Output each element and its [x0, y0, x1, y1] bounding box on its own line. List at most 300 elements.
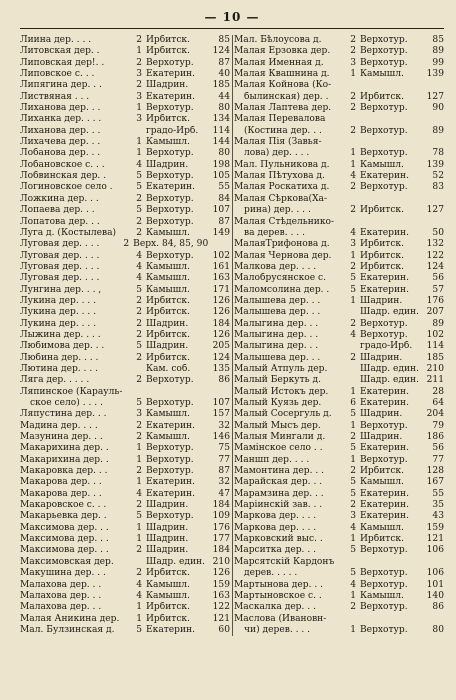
entry-page: 132	[426, 239, 444, 250]
entry-district: Верхотур.	[360, 103, 408, 114]
entry-count: 1	[136, 454, 142, 465]
index-entry	[20, 330, 230, 341]
entry-page: 83	[432, 182, 444, 193]
entry-name: Луговая дер. . . .	[20, 250, 100, 261]
index-entry	[234, 239, 444, 250]
entry-page: 87	[218, 57, 230, 68]
entry-name: Малый Сосергуль д.	[234, 409, 332, 420]
index-entry	[20, 182, 230, 193]
index-entry	[234, 341, 444, 352]
index-entry	[234, 92, 444, 103]
entry-district: Верхотур.	[146, 511, 194, 522]
index-entry	[234, 421, 444, 432]
entry-district: Верхотур.	[360, 46, 408, 57]
entry-page: 32	[218, 420, 230, 431]
entry-district: Верхотур.	[146, 466, 194, 477]
entry-page: 84	[218, 193, 230, 204]
entry-district: Ирбитск.	[360, 205, 404, 216]
entry-count: 1	[350, 148, 356, 159]
entry-count: 3	[136, 409, 142, 420]
entry-name: Малая Роскатиха д.	[234, 182, 330, 193]
index-entry	[234, 137, 444, 148]
index-entry	[234, 591, 444, 602]
entry-district: Верхотур.	[146, 193, 194, 204]
index-entry	[234, 614, 444, 625]
index-entry	[20, 489, 230, 500]
entry-district: Шадрин.	[360, 409, 403, 420]
index-entry	[20, 35, 230, 46]
entry-count: 2	[136, 568, 142, 579]
entry-name: Марситка дер. . .	[234, 545, 316, 556]
index-entry	[20, 341, 230, 352]
entry-district: Камышл.	[146, 137, 190, 148]
entry-page: 126	[212, 295, 230, 306]
entry-district: Камышл.	[360, 159, 404, 170]
index-entry	[20, 46, 230, 57]
entry-name: Малкова дер. . . .	[234, 261, 317, 272]
entry-district: Верхотур.	[146, 454, 194, 465]
entry-page: 176	[426, 295, 444, 306]
entry-district: Верхотур.	[146, 216, 194, 227]
entry-page: 85	[218, 35, 230, 45]
entry-count: 4	[350, 522, 356, 533]
entry-district: Камышл.	[146, 409, 190, 420]
entry-count: 3	[136, 114, 142, 125]
entry-page: 124	[212, 46, 230, 57]
entry-page: 207	[426, 307, 444, 318]
entry-district: Екатерин.	[146, 182, 195, 193]
entry-page: 161	[212, 261, 230, 272]
entry-district: Верхотур.	[146, 375, 194, 386]
entry-district: Камышл.	[146, 261, 190, 272]
entry-count: 5	[136, 171, 142, 182]
index-entry	[234, 330, 444, 341]
entry-name: Макаровское с. . .	[20, 500, 107, 511]
index-entry	[234, 557, 444, 568]
entry-name: Малая Чернова дер.	[234, 250, 332, 261]
entry-district: Шадрин.	[146, 318, 189, 329]
entry-count: 2	[136, 35, 142, 45]
entry-count	[134, 126, 142, 137]
entry-name: Мартыновское с. .	[234, 590, 322, 601]
entry-name: Малыя Мингали д.	[234, 432, 326, 443]
entry-page: 107	[212, 205, 230, 216]
entry-district: Шадр. един.	[360, 375, 419, 386]
entry-count: 2	[350, 466, 356, 477]
entry-name: Лобанова дер. . .	[20, 148, 101, 159]
entry-district: Шадр. един.	[360, 363, 419, 374]
index-entry	[234, 319, 444, 330]
entry-district: Ирбитск.	[146, 295, 190, 306]
entry-count: 4	[136, 250, 142, 261]
entry-page: 185	[426, 352, 444, 363]
index-entry	[20, 500, 230, 511]
entry-name: лова) дер. . . .	[244, 148, 310, 159]
entry-name: Лиина дер. . . .	[20, 35, 92, 45]
entry-count: 2	[136, 329, 142, 340]
entry-district: Екатерин.	[146, 69, 195, 80]
entry-page: 109	[212, 511, 230, 522]
entry-name: Лунгина дер. . . ,	[20, 284, 102, 295]
entry-count: 5	[136, 182, 142, 193]
entry-name: Лиханка дер. . . .	[20, 114, 102, 125]
entry-count: 6	[350, 398, 356, 408]
entry-district: Верхотур.	[360, 148, 408, 159]
entry-page: 87	[218, 466, 230, 477]
index-entry	[234, 511, 444, 522]
index-entry	[20, 228, 230, 239]
entry-page: 90	[432, 103, 444, 114]
entry-district: Верхотур.	[146, 443, 194, 454]
index-entry	[234, 523, 444, 534]
entry-name: Маріинскій зав. . .	[234, 500, 323, 511]
index-entry	[234, 171, 444, 182]
entry-page: 185	[212, 80, 230, 91]
entry-name: Мал. Булзинская д.	[20, 624, 115, 635]
entry-count: 2	[136, 80, 142, 91]
entry-count: 2	[136, 307, 142, 318]
entry-district: Верхотур.	[146, 103, 194, 114]
entry-district: Екатерин.	[360, 398, 409, 408]
entry-district: Камышл.	[360, 522, 404, 533]
index-entry	[234, 217, 444, 228]
entry-name: Малахова дер. . .	[20, 590, 102, 601]
entry-district: Камышл.	[146, 227, 190, 238]
entry-name: Маломсолина дер. .	[234, 284, 330, 295]
entry-count: 5	[136, 398, 142, 408]
index-entry	[20, 296, 230, 307]
entry-name: Мал. Бѣлоусова д.	[234, 35, 322, 45]
page-number: — 10 —	[204, 10, 260, 24]
entry-district: градо-Ирб.	[146, 125, 199, 136]
entry-count: 1	[136, 103, 142, 114]
index-entry	[20, 319, 230, 330]
index-entry	[20, 511, 230, 522]
entry-page: 184	[212, 545, 230, 556]
entry-count: 2	[123, 239, 130, 250]
index-entry	[234, 466, 444, 477]
entry-name: Мартынова дер. . .	[234, 579, 324, 590]
entry-name: Малая Стѣдельнико-	[234, 216, 335, 227]
entry-district: Шадр. един.	[360, 307, 419, 318]
entry-district: Ирбитск.	[360, 91, 404, 102]
entry-district: Верхотур.	[146, 57, 194, 68]
entry-page: 163	[212, 273, 230, 284]
entry-name: Любина дер. . . .	[20, 352, 99, 363]
entry-page: 128	[426, 466, 444, 477]
entry-name: Макаровка дер. . .	[20, 466, 108, 477]
entry-district: Екатерин.	[146, 420, 195, 431]
entry-name: ское село) . . . .	[30, 398, 103, 408]
entry-name: Малая Койнова (Ко-	[234, 80, 332, 91]
index-entry	[234, 353, 444, 364]
entry-name: Маскалка дер. . .	[234, 602, 316, 613]
entry-district: Шадрин.	[146, 534, 189, 545]
entry-district: Верхотур.	[360, 182, 408, 193]
entry-page: 77	[218, 454, 230, 465]
entry-district: Ирбитск.	[146, 35, 190, 45]
header-rule	[20, 28, 444, 29]
entry-name: Марсятскій Кардонъ	[234, 556, 335, 567]
entry-name: Марайская дер. . .	[234, 477, 323, 488]
entry-page: 79	[432, 420, 444, 431]
entry-count	[348, 375, 356, 386]
entry-count: 4	[136, 579, 142, 590]
entry-name: Малахова дер. . .	[20, 579, 102, 590]
entry-count	[348, 364, 356, 375]
entry-count: 2	[136, 375, 142, 386]
entry-page: 47	[218, 488, 230, 499]
entry-page: 101	[426, 579, 444, 590]
entry-page: 144	[212, 137, 230, 148]
entry-page: 114	[426, 341, 444, 352]
entry-count: 3	[136, 91, 142, 102]
entry-district: Ирбитск.	[360, 239, 404, 250]
entry-count: 2	[350, 182, 356, 193]
entry-district: Верхотур.	[360, 579, 408, 590]
index-entry	[20, 80, 230, 91]
entry-page: 60	[218, 624, 230, 635]
entry-name: Листвяная . . .	[20, 91, 90, 102]
entry-name: Малышева дер. . .	[234, 352, 321, 363]
entry-name: Малышева дер. . .	[234, 307, 321, 318]
index-entry	[234, 375, 444, 386]
entry-page: 184	[212, 500, 230, 511]
entry-district: Екатерин.	[360, 171, 409, 182]
entry-name: дерев. . . . .	[244, 568, 298, 579]
entry-name: Липягина дер. . .	[20, 80, 102, 91]
entry-page: 56	[432, 443, 444, 454]
entry-count: 2	[136, 318, 142, 329]
entry-district: Ирбитск.	[146, 352, 190, 363]
index-entry	[20, 103, 230, 114]
entry-page: 28	[432, 386, 444, 397]
index-entry	[234, 477, 444, 488]
entry-district: Шадрин.	[360, 295, 403, 306]
index-entry	[20, 239, 230, 250]
index-entry	[234, 205, 444, 216]
entry-page: 126	[212, 307, 230, 318]
entry-page: 159	[426, 522, 444, 533]
index-entry	[234, 126, 444, 137]
entry-page: 52	[432, 171, 444, 182]
entry-page: 99	[432, 57, 444, 68]
entry-count: 2	[136, 466, 142, 477]
entry-district: Шадрин.	[146, 522, 189, 533]
index-entry	[20, 194, 230, 205]
index-entry	[234, 500, 444, 511]
entry-page: 86	[218, 375, 230, 386]
entry-count: 2	[350, 103, 356, 114]
entry-count: 2	[350, 35, 356, 45]
entry-page: 105	[212, 171, 230, 182]
entry-name: Любимова дер. . .	[20, 341, 105, 352]
entry-district: Верхотур.	[360, 329, 408, 340]
entry-count: 1	[136, 443, 142, 454]
entry-district: Верх. 84, 85, 90	[133, 239, 209, 250]
entry-page: 89	[432, 318, 444, 329]
entry-name: Малобрусянское с.	[234, 273, 327, 284]
entry-count: 5	[350, 409, 356, 420]
entry-district: Екатерин.	[360, 443, 409, 454]
index-entry	[20, 387, 230, 398]
entry-count: 2	[136, 57, 142, 68]
entry-name: Макарихина дер. .	[20, 454, 109, 465]
entry-page: 80	[218, 103, 230, 114]
entry-page: 122	[212, 602, 230, 613]
index-entry	[20, 557, 230, 568]
entry-page: 139	[426, 69, 444, 80]
entry-name: Малый Куязь дер.	[234, 398, 322, 408]
entry-count: 2	[136, 216, 142, 227]
entry-page: 167	[426, 477, 444, 488]
right-column	[234, 35, 444, 636]
entry-district: Верхотур.	[360, 57, 408, 68]
entry-count: 5	[350, 545, 356, 556]
index-entry	[20, 602, 230, 613]
index-entry	[234, 625, 444, 636]
entry-name: Макарихина дер. .	[20, 443, 109, 454]
entry-district: Верхотур.	[146, 205, 194, 216]
entry-count: 5	[350, 284, 356, 295]
entry-name: Лиханова дер. . .	[20, 103, 101, 114]
entry-count: 2	[350, 500, 356, 511]
entry-page: 176	[212, 522, 230, 533]
entry-district: Шадрин.	[360, 432, 403, 443]
entry-page: 106	[426, 568, 444, 579]
index-entry	[20, 421, 230, 432]
entry-count: 1	[350, 420, 356, 431]
entry-count: 4	[136, 590, 142, 601]
entry-name: Мамінское село . .	[234, 443, 323, 454]
index-entry	[20, 285, 230, 296]
index-entry	[234, 602, 444, 613]
entry-name: Лукина дер. . . .	[20, 318, 97, 329]
entry-page: 44	[218, 91, 230, 102]
index-entry	[234, 194, 444, 205]
entry-district: Екатерин.	[360, 273, 409, 284]
entry-name: Малая Ерзовка дер.	[234, 46, 331, 57]
entry-name: Малая Пѣтухова д.	[234, 171, 325, 182]
entry-page: 211	[426, 375, 444, 386]
entry-count: 2	[136, 500, 142, 511]
index-entry	[234, 273, 444, 284]
entry-page: 163	[212, 590, 230, 601]
entry-page: 149	[212, 227, 230, 238]
entry-count: 1	[350, 69, 356, 80]
left-column	[20, 35, 230, 636]
entry-count: 2	[136, 193, 142, 204]
entry-page: 56	[432, 273, 444, 284]
entry-name: Малышева дер. . .	[234, 295, 321, 306]
entry-name: Малыгина дер. . .	[234, 318, 319, 329]
entry-district: Шадрин.	[146, 159, 189, 170]
entry-count: 2	[350, 91, 356, 102]
index-entry	[234, 580, 444, 591]
entry-page: 124	[426, 261, 444, 272]
entry-district: Ирбитск.	[146, 613, 190, 624]
entry-name: Макарова дер. . .	[20, 488, 102, 499]
index-entry	[234, 160, 444, 171]
index-entry	[234, 568, 444, 579]
entry-count: 1	[350, 624, 356, 635]
index-entry	[234, 251, 444, 262]
entry-name: Маркова дер. . . .	[234, 522, 317, 533]
entry-page: 126	[212, 329, 230, 340]
index-entry	[20, 398, 230, 409]
index-entry	[234, 58, 444, 69]
entry-district: Екатерин.	[360, 511, 409, 522]
entry-name: Малый Атпуль дер.	[234, 363, 328, 374]
entry-district: Екатерин.	[146, 91, 195, 102]
entry-page: 57	[432, 284, 444, 295]
entry-name: Луга д. (Костылева)	[20, 227, 117, 238]
entry-district: Верхотур.	[360, 420, 408, 431]
entry-district: Верхотур.	[360, 125, 408, 136]
index-entry	[20, 591, 230, 602]
entry-count: 4	[350, 579, 356, 590]
entry-name: Максимовская дер.	[20, 556, 114, 567]
entry-page: 127	[426, 205, 444, 216]
entry-count: 2	[350, 352, 356, 363]
index-entry	[20, 92, 230, 103]
entry-name: Марковский выс. .	[234, 534, 323, 545]
entry-page: 102	[426, 329, 444, 340]
entry-page: 106	[426, 545, 444, 556]
entry-name: Лыжина дер. . . .	[20, 329, 101, 340]
entry-count: 2	[136, 420, 142, 431]
entry-count: 1	[350, 534, 356, 545]
index-entry	[20, 432, 230, 443]
entry-district: Верхотур.	[360, 318, 408, 329]
index-entry	[20, 625, 230, 636]
entry-district: Ирбитск.	[146, 307, 190, 318]
index-entry	[20, 443, 230, 454]
entry-district: Екатерин.	[360, 386, 409, 397]
entry-page: 134	[212, 114, 230, 125]
entry-district: Шадрин.	[360, 352, 403, 363]
entry-page: 184	[212, 318, 230, 329]
entry-district: Екатерин.	[146, 488, 195, 499]
index-entry	[234, 455, 444, 466]
entry-count: 1	[136, 46, 142, 57]
index-entry	[20, 580, 230, 591]
entry-count: 2	[350, 318, 356, 329]
entry-page: 85	[432, 35, 444, 45]
entry-count: 5	[136, 624, 142, 635]
entry-district: Камышл.	[146, 579, 190, 590]
index-entry	[20, 534, 230, 545]
entry-page: 135	[212, 363, 230, 374]
index-entry	[20, 307, 230, 318]
entry-district: Ирбитск.	[146, 46, 190, 57]
entry-count: 2	[136, 545, 142, 556]
entry-page: 139	[426, 159, 444, 170]
index-entry	[20, 364, 230, 375]
entry-count: 1	[350, 454, 356, 465]
entry-page: 87	[218, 216, 230, 227]
index-entry	[234, 35, 444, 46]
entry-district: Ирбитск.	[146, 602, 190, 613]
entry-district: Екатерин.	[360, 488, 409, 499]
entry-name: Ляпустина дер. . .	[20, 409, 107, 420]
entry-count: 4	[350, 329, 356, 340]
entry-count: 3	[350, 57, 356, 68]
entry-district: Камышл.	[146, 273, 190, 284]
entry-name: Малая Квашнина д.	[234, 69, 330, 80]
entry-name: Малая Именная д.	[234, 57, 324, 68]
index-entry	[20, 545, 230, 556]
